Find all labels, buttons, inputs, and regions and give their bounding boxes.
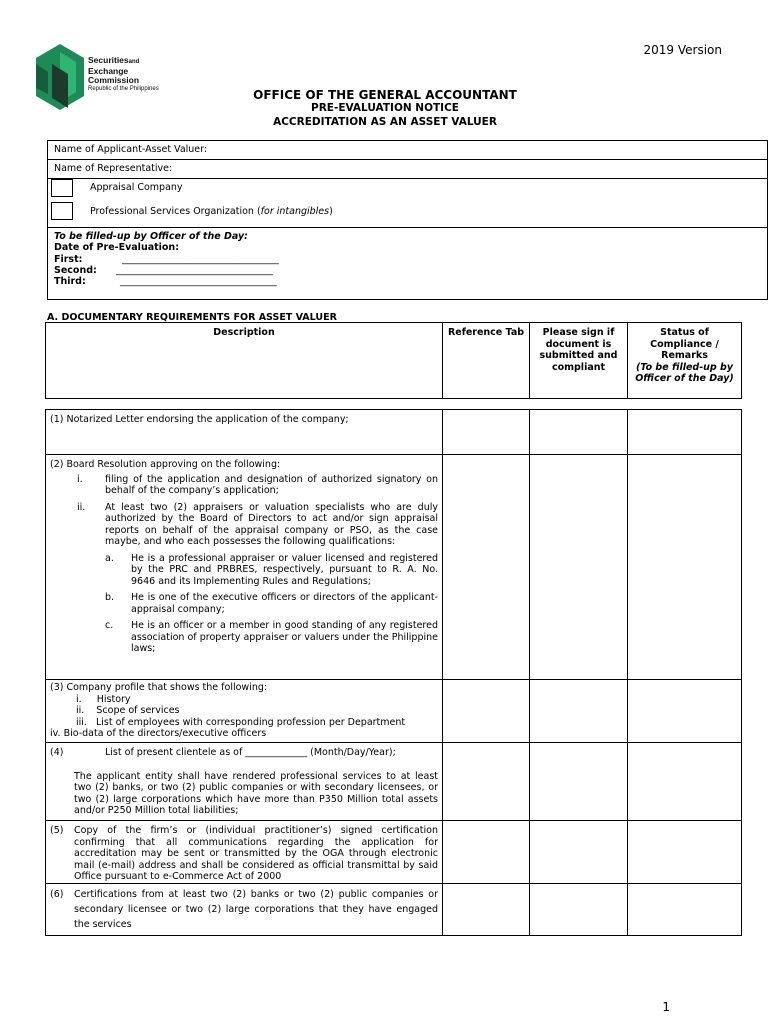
sign-cell[interactable] xyxy=(530,680,628,743)
status-cell[interactable] xyxy=(628,455,742,680)
col-reference-tab-header: Reference Tab xyxy=(443,323,530,399)
applicant-name-label: Name of Applicant-Asset Valuer: xyxy=(54,144,208,155)
first-date-line[interactable]: _________________________________ xyxy=(122,253,279,265)
reference-tab-cell[interactable] xyxy=(443,680,530,743)
status-cell[interactable] xyxy=(628,743,742,821)
table-row xyxy=(46,455,742,680)
reference-tab-cell[interactable] xyxy=(443,821,530,884)
pso-checkbox[interactable] xyxy=(51,202,73,220)
col-description-header: Description xyxy=(46,323,443,399)
table-row xyxy=(46,883,742,935)
reference-tab-cell[interactable] xyxy=(443,410,530,455)
reference-tab-cell[interactable] xyxy=(443,743,530,821)
version-label: 2019 Version xyxy=(643,43,722,57)
logo-word-securities: Securities xyxy=(88,55,129,65)
requirement-5: (5) Copy of the firm’s or (individual practitioner’s) signed certification confirming that all communications regarding the application for accreditation may be sent or transmitted by the OGA through electronic mail (e-mail) address and shall be considered as official transmittal by said Office pursuant to e-Commerce Act of 2000 xyxy=(46,821,443,884)
requirement-2: (2) Board Resolution approving on the following: i. filing of the application and designation of authorized signatory on behalf of the company’s application; ii. At least two (2) appraisers or valuation specialists who are duly authorized by the Board of Directors to act and/or sign appraisal reports on behalf of the appraisal company or PSO, as the case maybe, and who each possesses the following qualifications: a. He is a professional appraiser or valuer licensed and registered by the PRC and PRBRES, respectively, pursuant to R. A. No. 9646 and its Implementing Rules and Regulations; b. He is one of the executive officers or directors of the applicant-appraisal company; c. He is an officer or a member in good standing of any registered association of property appraiser or valuers under the Philippine laws; xyxy=(46,455,443,680)
reference-tab-cell[interactable] xyxy=(443,883,530,935)
status-cell[interactable] xyxy=(628,410,742,455)
representative-name-label: Name of Representative: xyxy=(54,163,173,174)
table-row xyxy=(46,743,742,821)
appraisal-company-label: Appraisal Company xyxy=(90,182,183,193)
third-date-line[interactable]: _________________________________ xyxy=(120,276,277,288)
logo-word-and: and xyxy=(128,59,140,65)
requirement-4: (4) List of present clientele as of _____________ (Month/Day/Year); The applicant entity shall have rendered professional services to at least two (2) banks, or two (2) public companies or with secondary licensees, or two (2) large corporations which have more than P350 Million total assets and/or P250 Million total liabilities; xyxy=(46,743,443,821)
second-date-line[interactable]: _________________________________ xyxy=(116,264,273,276)
page-number: 1 xyxy=(662,1000,670,1014)
status-cell[interactable] xyxy=(628,680,742,743)
page-title: OFFICE OF THE GENERAL ACCOUNTANT xyxy=(253,88,517,102)
col-status-header: Status of Compliance / Remarks (To be filled-up by Officer of the Day) xyxy=(628,323,742,399)
requirements-header-table xyxy=(45,322,742,399)
sign-cell[interactable] xyxy=(530,883,628,935)
page-subtitle-accreditation: ACCREDITATION AS AN ASSET VALUER xyxy=(273,116,497,128)
table-row xyxy=(46,680,742,743)
table-row xyxy=(46,821,742,884)
table-row xyxy=(46,410,742,455)
sign-cell[interactable] xyxy=(530,821,628,884)
sign-cell[interactable] xyxy=(530,743,628,821)
status-cell[interactable] xyxy=(628,821,742,884)
col-sign-header: Please sign if document is submitted and compliant xyxy=(530,323,628,399)
requirements-table xyxy=(45,409,742,936)
requirement-3: (3) Company profile that shows the following: i. History ii. Scope of services iii. List of employees with corresponding profession per Department iv. Bio-data of the directors/executive officers xyxy=(46,680,443,743)
applicant-info-box xyxy=(47,140,768,300)
second-label: Second: xyxy=(54,264,97,276)
reference-tab-cell[interactable] xyxy=(443,455,530,680)
third-label: Third: xyxy=(54,276,86,288)
page-subtitle-notice: PRE-EVALUATION NOTICE xyxy=(311,102,459,114)
officer-note: To be filled-up by Officer of the Day: xyxy=(54,231,248,242)
first-label: First: xyxy=(54,253,83,265)
requirement-1: (1) Notarized Letter endorsing the application of the company; xyxy=(46,410,443,455)
pso-label: Professional Services Organization (for intangibles) xyxy=(90,206,333,217)
status-cell[interactable] xyxy=(628,883,742,935)
logo-word-republic: Republic of the Philippines xyxy=(88,86,159,92)
section-a-title: A. DOCUMENTARY REQUIREMENTS FOR ASSET VALUER xyxy=(47,312,337,323)
requirement-6: (6) Certifications from at least two (2) banks or two (2) public companies or secondary licensee or two (2) large corporations that they have engaged the services xyxy=(46,883,443,935)
logo-word-commission: Commission xyxy=(88,75,140,85)
sign-cell[interactable] xyxy=(530,455,628,680)
logo-word-exchange: Exchange xyxy=(88,66,129,76)
appraisal-company-checkbox[interactable] xyxy=(51,179,73,197)
pre-evaluation-date-label: Date of Pre-Evaluation: xyxy=(54,242,179,254)
sign-cell[interactable] xyxy=(530,410,628,455)
